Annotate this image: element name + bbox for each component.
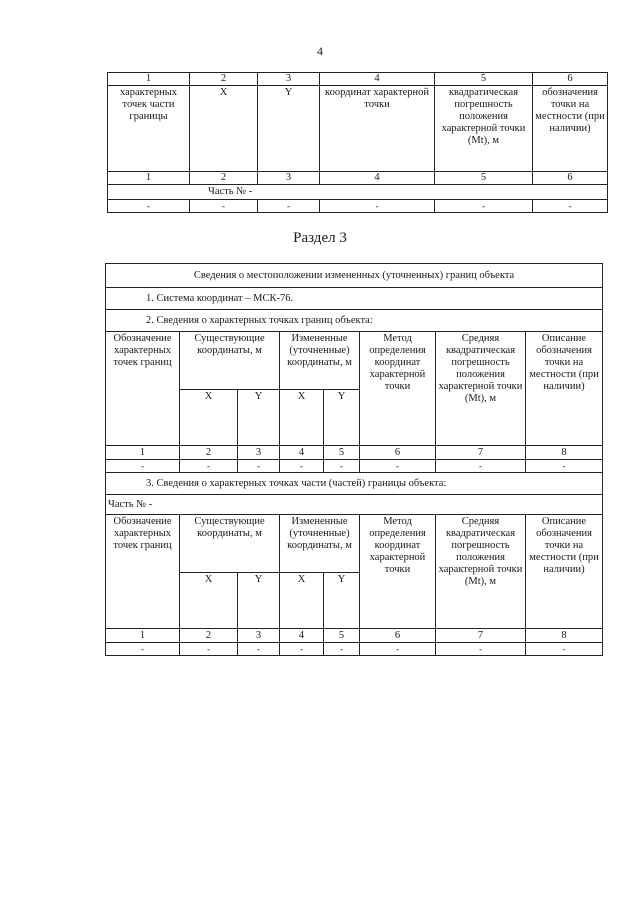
column-number: 6: [360, 446, 436, 460]
x-coord-header: X: [180, 573, 238, 629]
column-number: 3: [258, 172, 320, 185]
item3-row: [106, 473, 603, 495]
column-number: 6: [533, 172, 608, 185]
column-number: 4: [320, 172, 435, 185]
error-header: Средняя квадратическая погрешность положения характерной точки (Mt), м: [436, 332, 526, 446]
column-number: 3: [238, 629, 280, 643]
number-row: [108, 172, 608, 185]
empty-value: -: [238, 643, 280, 656]
part-points-number-row: [106, 629, 603, 643]
empty-value: -: [106, 460, 180, 473]
empty-value: -: [190, 200, 258, 213]
column-number: 1: [108, 172, 190, 185]
index-cell: 3: [258, 73, 320, 86]
index-row: [108, 73, 608, 86]
empty-value: -: [180, 643, 238, 656]
part-label: Часть № -: [108, 185, 608, 200]
section3-heading: Сведения о местоположении измененных (уточненных) границ объекта: [106, 264, 603, 288]
column-header: обозначения точки на местности (при наличии): [533, 86, 608, 172]
empty-value: -: [526, 460, 603, 473]
empty-value: -: [238, 460, 280, 473]
heading-row: [106, 264, 603, 288]
column-number: 4: [280, 446, 324, 460]
part-row: [108, 185, 608, 200]
column-number: 6: [360, 629, 436, 643]
section3-table-body: [106, 264, 603, 656]
designation-header: Обозначение характерных точек границ: [106, 515, 180, 629]
column-number: 2: [190, 172, 258, 185]
empty-value: -: [324, 460, 360, 473]
index-cell: 4: [320, 73, 435, 86]
empty-value: -: [320, 200, 435, 213]
dash-row: [108, 200, 608, 213]
column-number: 2: [180, 446, 238, 460]
empty-value: -: [360, 460, 436, 473]
part-points-dash-row: [106, 643, 603, 656]
index-cell: 2: [190, 73, 258, 86]
description-header: Описание обозначения точки на местности (при наличии): [526, 332, 603, 446]
column-number: 3: [238, 446, 280, 460]
column-number: 5: [324, 446, 360, 460]
item2-row: [106, 310, 603, 332]
y-coord-header: Y: [324, 390, 360, 446]
changed-coords-header: Измененные (уточненные) координаты, м: [280, 332, 360, 390]
index-cell: 5: [435, 73, 533, 86]
column-header: Y: [258, 86, 320, 172]
header-row: [108, 86, 608, 172]
column-number: 8: [526, 446, 603, 460]
section-title: Раздел 3: [293, 230, 347, 246]
empty-value: -: [324, 643, 360, 656]
part-points-heading: 3. Сведения о характерных точках части (частей) границы объекта:: [106, 473, 603, 495]
empty-value: -: [435, 200, 533, 213]
method-header: Метод определения координат характерной точки: [360, 332, 436, 446]
empty-value: -: [533, 200, 608, 213]
column-header: характерных точек части границы: [108, 86, 190, 172]
column-number: 4: [280, 629, 324, 643]
section3-table: [105, 263, 603, 656]
index-cell: 1: [108, 73, 190, 86]
column-number: 7: [436, 629, 526, 643]
index-cell: 6: [533, 73, 608, 86]
changed-coords-header: Измененные (уточненные) координаты, м: [280, 515, 360, 573]
page-number: 4: [317, 44, 323, 58]
y-coord-header: Y: [238, 573, 280, 629]
empty-value: -: [436, 460, 526, 473]
existing-coords-header: Существующие координаты, м: [180, 515, 280, 573]
coordinate-system: 1. Система координат – МСК-76.: [106, 288, 603, 310]
empty-value: -: [180, 460, 238, 473]
x-coord-header: X: [280, 390, 324, 446]
existing-coords-header: Существующие координаты, м: [180, 332, 280, 390]
empty-value: -: [436, 643, 526, 656]
empty-value: -: [280, 643, 324, 656]
points-header-row: [106, 332, 603, 390]
part-row: [106, 495, 603, 515]
points-heading: 2. Сведения о характерных точках границ объекта:: [106, 310, 603, 332]
empty-value: -: [360, 643, 436, 656]
column-header: X: [190, 86, 258, 172]
empty-value: -: [108, 200, 190, 213]
empty-value: -: [106, 643, 180, 656]
column-number: 2: [180, 629, 238, 643]
error-header: Средняя квадратическая погрешность положения характерной точки (Mt), м: [436, 515, 526, 629]
description-header: Описание обозначения точки на местности (при наличии): [526, 515, 603, 629]
column-number: 5: [435, 172, 533, 185]
column-number: 7: [436, 446, 526, 460]
y-coord-header: Y: [324, 573, 360, 629]
column-header: координат характерной точки: [320, 86, 435, 172]
column-number: 8: [526, 629, 603, 643]
empty-value: -: [526, 643, 603, 656]
points-table-continued: [107, 72, 608, 213]
method-header: Метод определения координат характерной точки: [360, 515, 436, 629]
designation-header: Обозначение характерных точек границ: [106, 332, 180, 446]
part-label: Часть № -: [106, 495, 603, 515]
empty-value: -: [280, 460, 324, 473]
top-table-body: [108, 73, 608, 213]
x-coord-header: X: [280, 573, 324, 629]
x-coord-header: X: [180, 390, 238, 446]
y-coord-header: Y: [238, 390, 280, 446]
points-dash-row: [106, 460, 603, 473]
points-number-row: [106, 446, 603, 460]
part-points-header-row: [106, 515, 603, 573]
column-header: квадратическая погрешность положения характерной точки (Mt), м: [435, 86, 533, 172]
coord-system-row: [106, 288, 603, 310]
empty-value: -: [258, 200, 320, 213]
column-number: 1: [106, 629, 180, 643]
column-number: 1: [106, 446, 180, 460]
column-number: 5: [324, 629, 360, 643]
